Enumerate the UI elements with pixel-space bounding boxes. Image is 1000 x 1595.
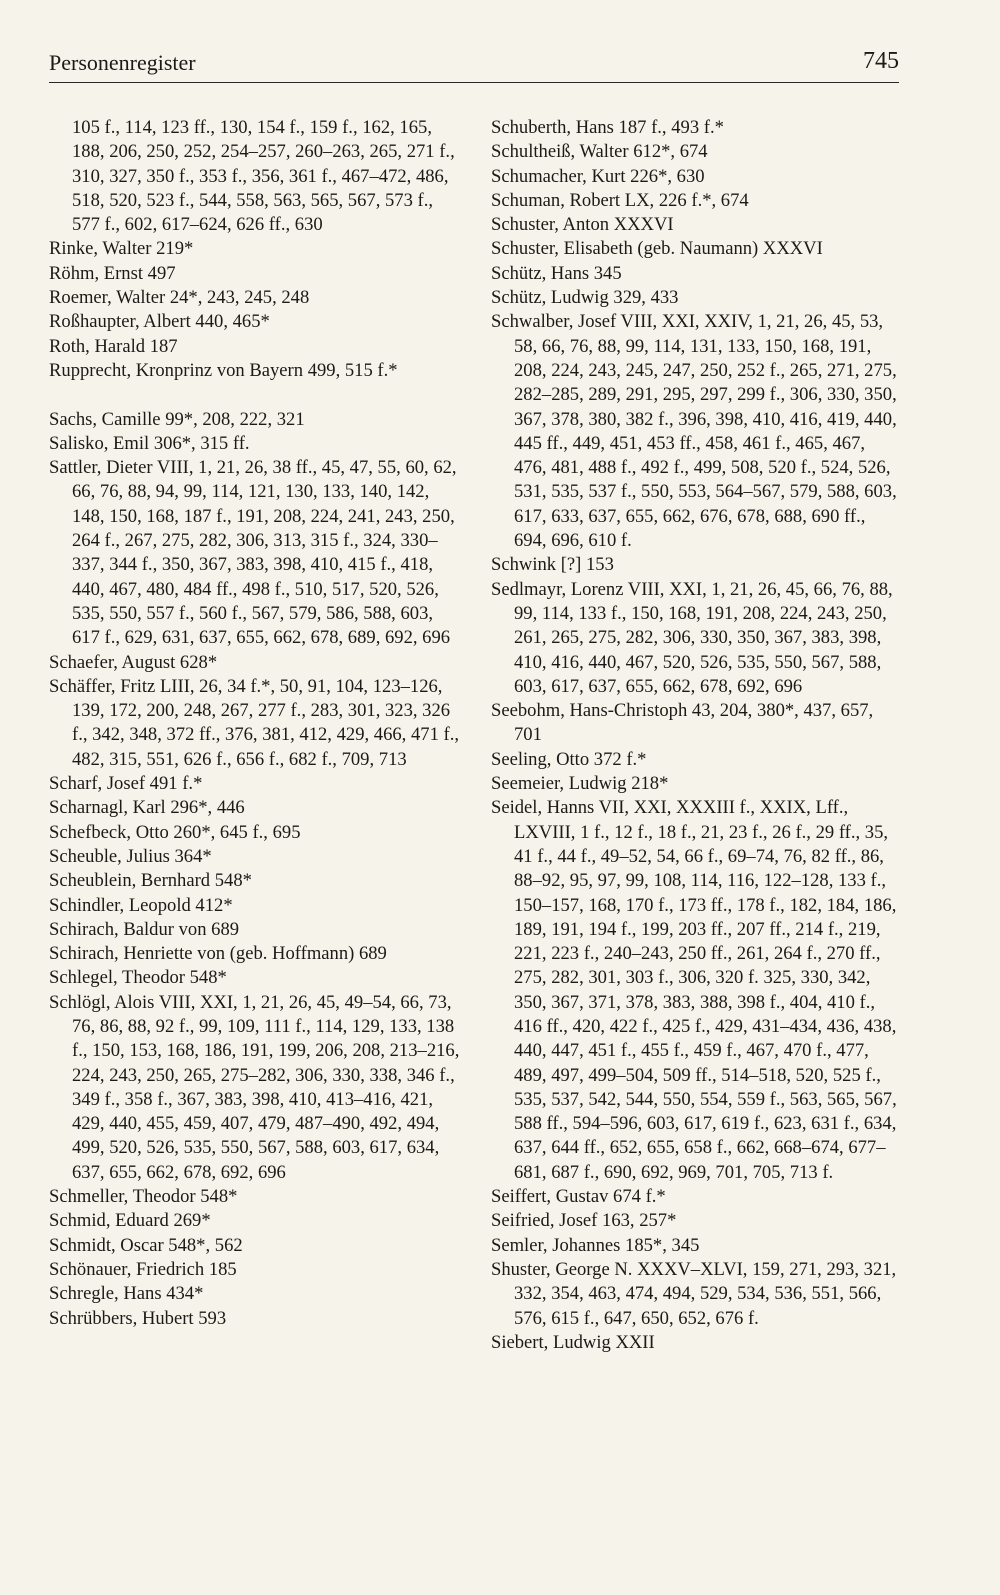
index-entry: Seebohm, Hans-Christoph 43, 204, 380*, 437, 657, 701 [491, 700, 874, 746]
index-entry-continuation: 105 f., 114, 123 ff., 130, 154 f., 159 f., 162, 165, 188, 206, 250, 252, 254–257, 260–263, 265, 271 f., 310, 327, 350 f., 353 f., 356, 361 f., 467–472, 486, 518, 520, 523 f., 544, 558, 563, 565, 567, 573 f., 577 f., 602, 617–624, 626 ff., 630 [72, 117, 455, 236]
index-entry: Röhm, Ernst 497 [49, 262, 176, 284]
index-entry: Schmid, Eduard 269* [49, 1210, 211, 1232]
index-entry: Roemer, Walter 24*, 243, 245, 248 [49, 287, 310, 309]
page-number: 745 [863, 48, 899, 74]
index-entry: Roth, Harald 187 [49, 335, 178, 357]
index-entry: Schäffer, Fritz LIII, 26, 34 f.*, 50, 91, 104, 123–126, 139, 172, 200, 248, 267, 277 f., 283, 301, 323, 326 f., 342, 348, 372 ff., 376, 381, 412, 429, 466, 471 f., 482, 315, 551, 626 f., 656 f., 682 f., 709, 713 [49, 675, 460, 770]
index-entry: Schefbeck, Otto 260*, 645 f., 695 [49, 821, 301, 843]
index-entry: Salisko, Emil 306*, 315 ff. [49, 432, 250, 454]
index-entry: Sattler, Dieter VIII, 1, 21, 26, 38 ff., 45, 47, 55, 60, 62, 66, 76, 88, 94, 99, 114, 121, 130, 133, 140, 142, 148, 150, 168, 187 f., 191, 208, 224, 241, 243, 250, 264 f., 267, 275, 282, 306, 313, 315 f., 324, 330–337, 344 f., 350, 367, 383, 398, 410, 415 f., 418, 440, 467, 480, 484 ff., 498 f., 510, 517, 520, 526, 535, 550, 557 f., 560 f., 567, 579, 586, 588, 603, 617 f., 629, 631, 637, 655, 662, 678, 689, 692, 696 [49, 457, 457, 649]
index-entry: Semler, Johannes 185*, 345 [491, 1234, 700, 1256]
index-entry: Scharnagl, Karl 296*, 446 [49, 797, 245, 819]
index-entry: Schirach, Henriette von (geb. Hoffmann) 689 [49, 943, 387, 965]
index-entry: Schwalber, Josef VIII, XXI, XXIV, 1, 21, 26, 45, 53, 58, 66, 76, 88, 99, 114, 131, 133, 150, 168, 191, 208, 224, 243, 245, 247, 250, 252 f., 265, 271, 275, 282–285, 289, 291, 295, 297, 299 f., 306, 330, 350, 367, 378, 380, 382 f., 396, 398, 410, 416, 419, 440, 445 ff., 449, 451, 453 ff., 458, 461 f., 465, 467, 476, 481, 488 f., 492 f., 499, 508, 520 f., 524, 526, 531, 535, 537 f., 550, 553, 564–567, 579, 588, 603, 617, 633, 637, 655, 662, 676, 678, 688, 690 ff., 694, 696, 610 f. [491, 311, 897, 552]
index-entry: Shuster, George N. XXXV–XLVI, 159, 271, 293, 321, 332, 354, 463, 474, 494, 529, 534, 536, 551, 566, 576, 615 f., 647, 650, 652, 676 f. [491, 1258, 897, 1329]
index-entry: Schuster, Elisabeth (geb. Naumann) XXXVI [491, 238, 823, 260]
index-entry: Schönauer, Friedrich 185 [49, 1258, 237, 1280]
index-entry: Schaefer, August 628* [49, 651, 218, 673]
index-entry: Siebert, Ludwig XXII [491, 1331, 655, 1353]
running-header [49, 46, 899, 83]
index-entry: Rinke, Walter 219* [49, 238, 194, 260]
index-entry: Schindler, Leopold 412* [49, 894, 233, 916]
index-entry: Sachs, Camille 99*, 208, 222, 321 [49, 408, 305, 430]
index-entry: Scheuble, Julius 364* [49, 845, 212, 867]
index-entry: Schlögl, Alois VIII, XXI, 1, 21, 26, 45, 49–54, 66, 73, 76, 86, 88, 92 f., 99, 109, 111 f., 114, 129, 133, 138 f., 150, 153, 168, 186, 191, 199, 206, 208, 213–216, 224, 243, 250, 265, 275–282, 306, 330, 338, 346 f., 349 f., 358 f., 367, 383, 398, 410, 413–416, 421, 429, 440, 455, 459, 407, 479, 487–490, 492, 494, 499, 520, 526, 535, 550, 567, 588, 603, 617, 634, 637, 655, 662, 678, 692, 696 [49, 991, 460, 1183]
index-entry: Scharf, Josef 491 f.* [49, 773, 203, 795]
section-gap [49, 383, 461, 407]
index-entry: Seifried, Josef 163, 257* [491, 1210, 677, 1232]
right-column [491, 116, 901, 1355]
index-entry: Schuster, Anton XXXVI [491, 214, 674, 236]
index-entry: Scheublein, Bernhard 548* [49, 870, 252, 892]
index-entry: Schirach, Baldur von 689 [49, 918, 240, 940]
index-entry: Rupprecht, Kronprinz von Bayern 499, 515 f.* [49, 359, 398, 381]
index-entry: Schregle, Hans 434* [49, 1283, 204, 1305]
left-column [49, 116, 461, 1331]
index-entry: Schütz, Hans 345 [491, 262, 622, 284]
index-entry: Schwink [?] 153 [491, 554, 614, 576]
index-entry: Schlegel, Theodor 548* [49, 967, 227, 989]
index-entry: Schütz, Ludwig 329, 433 [491, 287, 679, 309]
index-entry: Seemeier, Ludwig 218* [491, 773, 669, 795]
index-entry: Seidel, Hanns VII, XXI, XXXIII f., XXIX, Lff., LXVIII, 1 f., 12 f., 18 f., 21, 23 f., 26 f., 29 ff., 35, 41 f., 44 f., 49–52, 54, 66 f., 69–74, 76, 82 ff., 86, 88–92, 95, 97, 99, 108, 114, 116, 122–128, 133 f., 150–157, 168, 170 f., 173 ff., 178 f., 182, 184, 186, 189, 191, 194 f., 199, 203 ff., 207 ff., 214 f., 219, 221, 223 f., 240–243, 250 ff., 261, 264 f., 270 ff., 275, 282, 301, 303 f., 306, 320 f. 325, 330, 342, 350, 367, 371, 378, 383, 388, 398 f., 404, 410 f., 416 ff., 420, 422 f., 425 f., 429, 431–434, 436, 438, 440, 447, 451 f., 455 f., 459 f., 467, 470 f., 477, 489, 497, 499–504, 509 ff., 514–518, 520, 525 f., 535, 537, 542, 544, 550, 554, 559 f., 563, 565, 567, 588 ff., 594–596, 603, 617, 619 f., 623, 631 f., 634, 637, 644 ff., 652, 655, 658 f., 662, 668–674, 677–681, 687 f., 690, 692, 969, 701, 705, 713 f. [491, 797, 897, 1183]
index-entry: Schuman, Robert LX, 226 f.*, 674 [491, 189, 749, 211]
index-entry: Sedlmayr, Lorenz VIII, XXI, 1, 21, 26, 45, 66, 76, 88, 99, 114, 133 f., 150, 168, 191, 208, 224, 243, 250, 261, 265, 275, 282, 306, 330, 350, 367, 383, 398, 410, 416, 440, 467, 520, 526, 535, 550, 567, 588, 603, 617, 637, 655, 662, 678, 692, 696 [491, 578, 893, 697]
index-entry: Schuberth, Hans 187 f., 493 f.* [491, 117, 724, 138]
index-entry: Roßhaupter, Albert 440, 465* [49, 311, 270, 333]
index-entry: Schmidt, Oscar 548*, 562 [49, 1234, 243, 1256]
index-entry: Seeling, Otto 372 f.* [491, 748, 647, 770]
index-entry: Schmeller, Theodor 548* [49, 1186, 238, 1208]
section-title: Personenregister [49, 50, 196, 75]
index-entry: Schumacher, Kurt 226*, 630 [491, 165, 705, 187]
index-entry: Schultheiß, Walter 612*, 674 [491, 141, 708, 163]
index-entry: Seiffert, Gustav 674 f.* [491, 1186, 666, 1208]
index-entry: Schrübbers, Hubert 593 [49, 1307, 227, 1329]
